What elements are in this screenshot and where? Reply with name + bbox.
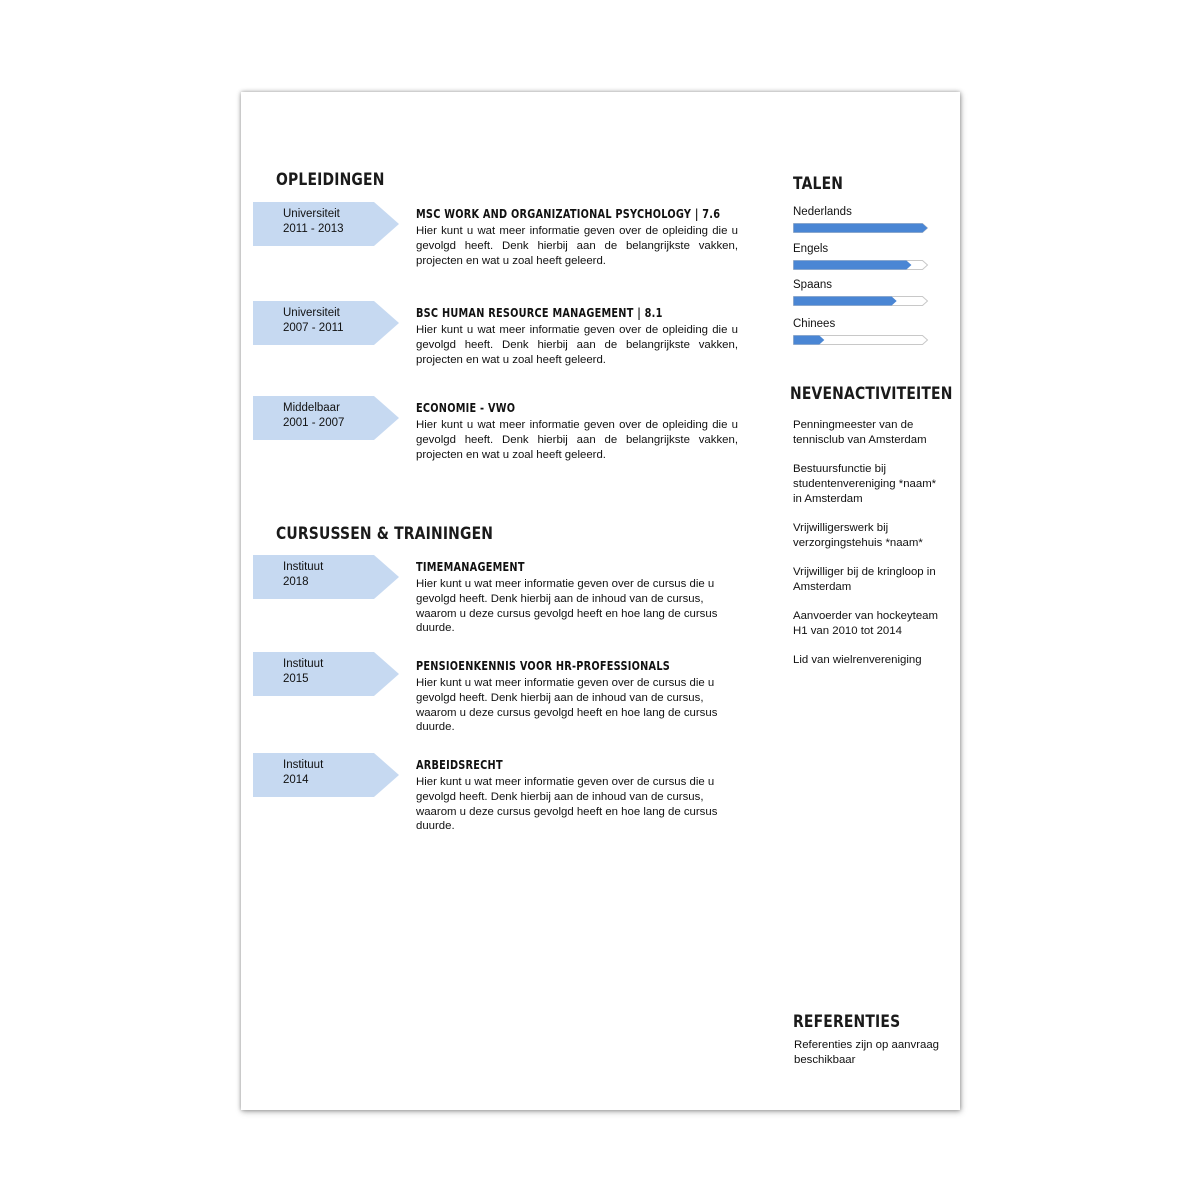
tag-text [283,657,323,687]
language-name: Nederlands [793,206,852,218]
tag-years: 2007 - 2011 [283,322,344,334]
course-tag-1 [253,555,399,599]
language-name: Spaans [793,279,833,291]
entry-body: Hier kunt u wat meer informatie geven over de cursus die u gevolgd heeft. Denk hierbij aan de inhoud van de cursus, waarom u deze cursus gevolgd heeft en hoe lang de cursus duurde. [416,776,718,833]
tag-arrow-shape [253,753,399,797]
tag-years: 2018 [283,576,309,588]
tag-text [283,207,344,237]
course-tag-3 [253,753,399,797]
education-entry-2 [416,305,738,367]
entry-body: Hier kunt u wat meer informatie geven over de cursus die u gevolgd heeft. Denk hierbij aan de inhoud van de cursus, waarom u deze cursus gevolgd heeft en hoe lang de cursus duurde. [416,677,718,734]
language-bar-fill [794,336,825,345]
tag-arrow-shape [253,652,399,696]
language-level-bar [793,260,929,271]
tag-text [283,401,344,431]
list-item: Vrijwilliger bij de kringloop in Amsterdam [793,566,936,593]
language-bar-fill [794,224,928,233]
education-entry-3 [416,400,738,462]
language-engels [793,242,929,271]
tag-text [283,758,323,788]
tag-years: 2014 [283,774,309,786]
tag-institution: Universiteit [283,208,340,220]
tag-years: 2015 [283,673,309,685]
course-entry-3 [416,757,738,834]
courses-heading: CURSUSSEN & TRAININGEN [276,524,494,544]
language-name: Engels [793,243,829,255]
entry-body: Hier kunt u wat meer informatie geven over de opleiding die u gevolgd heeft. Denk hierbij aan de belangrijkste vakken, projecten en wat u zoal heeft geleerd. [416,324,738,366]
language-bar-fill [794,297,897,306]
activities-list [793,418,943,683]
list-item: Vrijwilligerswerk bij verzorgingstehuis *naam* [793,521,923,549]
education-heading: OPLEIDINGEN [276,170,385,190]
tag-text [283,306,344,336]
tag-years: 2011 - 2013 [283,223,344,235]
course-entry-1 [416,559,738,636]
education-tag-1 [253,202,399,246]
entry-body: Hier kunt u wat meer informatie geven over de opleiding die u gevolgd heeft. Denk hierbij aan de belangrijkste vakken, projecten en wat u zoal heeft geleerd. [416,419,738,461]
entry-body: Hier kunt u wat meer informatie geven over de opleiding die u gevolgd heeft. Denk hierbij aan de belangrijkste vakken, projecten en wat u zoal heeft geleerd. [416,225,738,267]
cv-page [241,92,960,1110]
list-item: Lid van wielrenvereniging [793,654,922,667]
entry-title: ECONOMIE - VWO [416,400,516,415]
language-level-bar [793,223,929,234]
tag-institution: Instituut [283,759,324,771]
language-bar-fill [794,261,912,270]
list-item: Aanvoerder van hockeyteam H1 van 2010 tot 2014 [793,610,938,637]
references-heading: REFERENTIES [793,1012,901,1032]
list-item: Penningmeester van de tennisclub van Amsterdam [793,419,927,446]
tag-institution: Middelbaar [283,402,340,414]
entry-title: ARBEIDSRECHT [416,757,503,772]
activities-heading: NEVENACTIVITEITEN [790,384,953,404]
language-name: Chinees [793,318,836,330]
entry-body: Hier kunt u wat meer informatie geven over de cursus die u gevolgd heeft. Denk hierbij aan de inhoud van de cursus, waarom u deze cursus gevolgd heeft en hoe lang de cursus duurde. [416,578,718,635]
tag-institution: Instituut [283,561,324,573]
tag-text [283,560,323,590]
entry-title: TIMEMANAGEMENT [416,559,525,574]
list-item: Bestuursfunctie bij studentenvereniging *naam* in Amsterdam [793,463,937,505]
tag-institution: Instituut [283,658,324,670]
tag-institution: Universiteit [283,307,340,319]
entry-title: BSC HUMAN RESOURCE MANAGEMENT | 8.1 [416,305,663,320]
entry-title: PENSIOENKENNIS VOOR HR-PROFESSIONALS [416,658,671,673]
education-tag-3 [253,396,399,440]
language-level-bar [793,335,929,346]
language-level-bar [793,296,929,307]
entry-title: MSC WORK AND ORGANIZATIONAL PSYCHOLOGY | 7.6 [416,206,721,221]
languages-heading: TALEN [793,174,844,194]
tag-arrow-shape [253,555,399,599]
tag-years: 2001 - 2007 [283,417,345,429]
education-tag-2 [253,301,399,345]
course-entry-2 [416,658,738,735]
references-text: Referenties zijn op aanvraag beschikbaar [794,1039,940,1066]
language-spaans [793,278,929,307]
language-chinees [793,317,929,346]
language-nederlands [793,205,929,234]
course-tag-2 [253,652,399,696]
education-entry-1 [416,206,738,268]
